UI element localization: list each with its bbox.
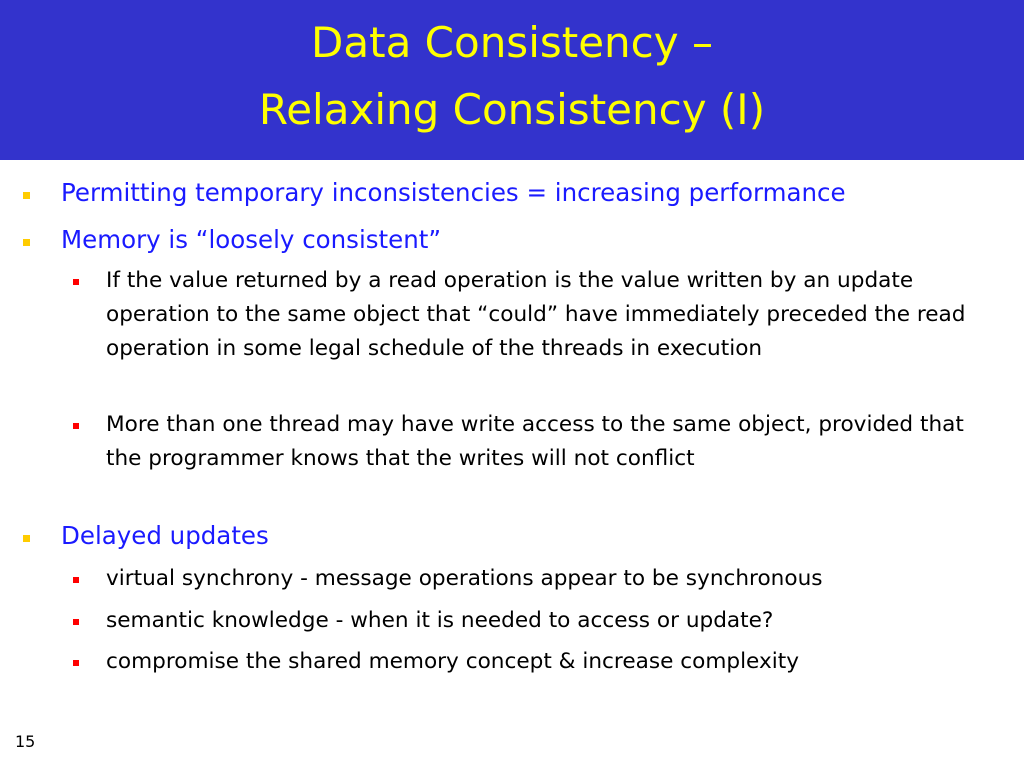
square-bullet-icon bbox=[73, 577, 79, 583]
bullet-text: Permitting temporary inconsistencies = increasing performance bbox=[61, 178, 846, 207]
sub-bullet-text: More than one thread may have write access to the same object, provided that the programmer knows that the writes will not conflict bbox=[106, 412, 964, 471]
bullet-text: Memory is “loosely consistent” bbox=[61, 225, 442, 254]
square-bullet-icon bbox=[23, 239, 30, 246]
sub-bullet-text: If the value returned by a read operation is the value written by an update operation to the same object that “could” have immediately preceded the read operation in some legal schedule of the threads in execution bbox=[106, 268, 966, 361]
square-bullet-icon bbox=[23, 192, 30, 199]
title-band bbox=[0, 0, 1024, 160]
slide-title-line-1: Data Consistency – bbox=[311, 18, 713, 67]
square-bullet-icon bbox=[73, 423, 79, 429]
bullet-text: Delayed updates bbox=[61, 521, 269, 550]
sub-bullet-text: compromise the shared memory concept & increase complexity bbox=[106, 649, 799, 674]
slide-title-line-2: Relaxing Consistency (I) bbox=[258, 85, 766, 134]
square-bullet-icon bbox=[73, 660, 79, 666]
square-bullet-icon bbox=[23, 535, 30, 542]
page-number: 15 bbox=[15, 732, 36, 751]
square-bullet-icon bbox=[73, 279, 79, 285]
sub-bullet-text: semantic knowledge - when it is needed to access or update? bbox=[106, 608, 774, 633]
sub-bullet-text: virtual synchrony - message operations appear to be synchronous bbox=[106, 566, 823, 591]
square-bullet-icon bbox=[73, 619, 79, 625]
